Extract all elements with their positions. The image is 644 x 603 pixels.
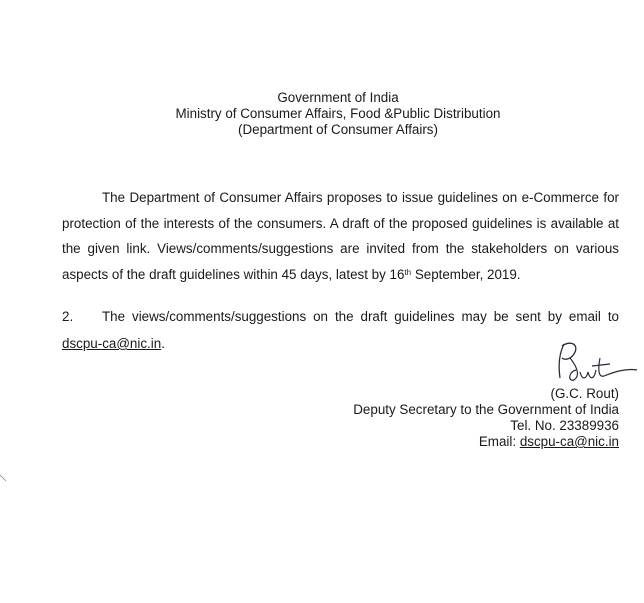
email-label: Email: [478, 434, 520, 449]
paragraph-2-first-line [62, 303, 619, 330]
header-department: (Department of Consumer Affairs) [238, 122, 438, 137]
paragraph-1-line-1: The Department of Consumer Affairs proposes to issue guidelines on e-Commerce for [102, 190, 619, 205]
ordinal-suffix: th [404, 267, 412, 277]
paragraph-1 [62, 185, 619, 287]
paragraph-1-line-4-text: aspects of the draft guidelines within 45 days, latest by 16 [62, 266, 405, 282]
letterhead [0, 90, 644, 138]
paragraph-2 [62, 303, 619, 357]
signatory-designation: Deputy Secretary to the Government of India [353, 402, 619, 417]
paragraph-1-line-4-date: September, 2019. [411, 266, 521, 282]
email-period: . [161, 336, 165, 351]
paragraph-1-line-2: protection of the interests of the consumers. A draft of the proposed guidelines is available at [62, 215, 619, 231]
header-ministry: Ministry of Consumer Affairs, Food &Public Distribution [175, 106, 501, 121]
signature-block [353, 386, 619, 450]
signatory-telephone: Tel. No. 23389936 [510, 418, 619, 433]
paragraph-2-second-line [62, 330, 619, 357]
header-government: Government of India [277, 90, 399, 105]
signatory-email-link[interactable]: dscpu-ca@nic.in [519, 434, 619, 449]
paragraph-2-text: The views/comments/suggestions on the draft guidelines may be sent by email to [102, 309, 619, 324]
email-link[interactable]: dscpu-ca@nic.in [62, 336, 162, 351]
scan-mark [0, 474, 8, 482]
paragraph-1-line-3: the given link. Views/comments/suggestions are invited from the stakeholders on various [62, 241, 619, 256]
handwritten-signature [540, 338, 640, 390]
paragraph-1-line-4 [62, 267, 521, 282]
signatory-email [353, 434, 619, 450]
signatory-name: (G.C. Rout) [550, 386, 619, 401]
paragraph-number: 2. [62, 309, 74, 324]
